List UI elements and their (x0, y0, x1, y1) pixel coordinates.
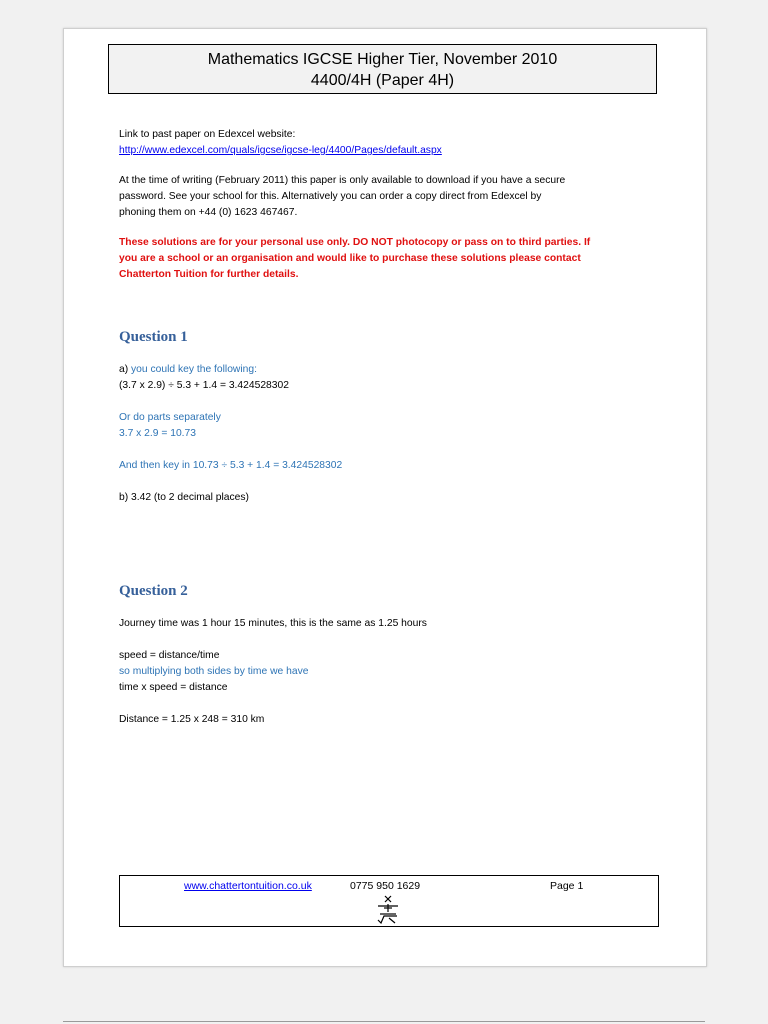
page-footer (119, 875, 659, 927)
availability-line-2: password. See your school for this. Alternatively you can order a copy direct from Edexcel by (119, 191, 542, 202)
warning-line-1: These solutions are for your personal use only. DO NOT photocopy or pass on to third parties. If (119, 237, 591, 248)
past-paper-link[interactable]: http://www.edexcel.com/quals/igcse/igcse-leg/4400/Pages/default.aspx (119, 145, 442, 156)
next-page-edge (63, 1021, 705, 1022)
q2-multiply-note: so multiplying both sides by time we have (119, 666, 309, 677)
footer-page-number: Page 1 (550, 880, 584, 892)
q2-formula: speed = distance/time (119, 650, 220, 661)
q2-distance: Distance = 1.25 x 248 = 310 km (119, 714, 265, 725)
question-1-heading: Question 1 (119, 329, 188, 345)
document-page (63, 28, 707, 967)
footer-phone: 0775 950 1629 (350, 880, 421, 892)
footer-website-link[interactable]: www.chattertontuition.co.uk (184, 880, 312, 892)
chatterton-logo-icon (375, 894, 401, 924)
q1-part-a (119, 362, 649, 378)
q1-part-a-label: a) (119, 364, 129, 375)
availability-line-3: phoning them on +44 (0) 1623 467467. (119, 207, 298, 218)
document-title: Mathematics IGCSE Higher Tier, November 2010 (207, 51, 558, 68)
q1-separately-calc: 3.7 x 2.9 = 10.73 (119, 428, 197, 439)
q1-part-a-calc: (3.7 x 2.9) ÷ 5.3 + 1.4 = 3.424528302 (119, 380, 289, 391)
q2-rearranged: time x speed = distance (119, 682, 228, 693)
q1-separately-note: Or do parts separately (119, 412, 221, 423)
q1-part-b: b) 3.42 (to 2 decimal places) (119, 492, 249, 503)
availability-line-1: At the time of writing (February 2011) this paper is only available to download if you have a secure (119, 175, 566, 186)
warning-line-3: Chatterton Tuition for further details. (119, 269, 299, 280)
q2-journey: Journey time was 1 hour 15 minutes, this is the same as 1.25 hours (119, 618, 427, 629)
link-label: Link to past paper on Edexcel website: (119, 129, 296, 140)
q1-part-a-hint: you could key the following: (131, 364, 257, 375)
warning-line-2: you are a school or an organisation and would like to purchase these solutions please contact (119, 253, 581, 264)
question-2-heading: Question 2 (119, 583, 188, 599)
q1-then-key: And then key in 10.73 ÷ 5.3 + 1.4 = 3.424528302 (119, 460, 343, 471)
title-box (108, 44, 657, 94)
paper-code: 4400/4H (Paper 4H) (310, 72, 455, 89)
